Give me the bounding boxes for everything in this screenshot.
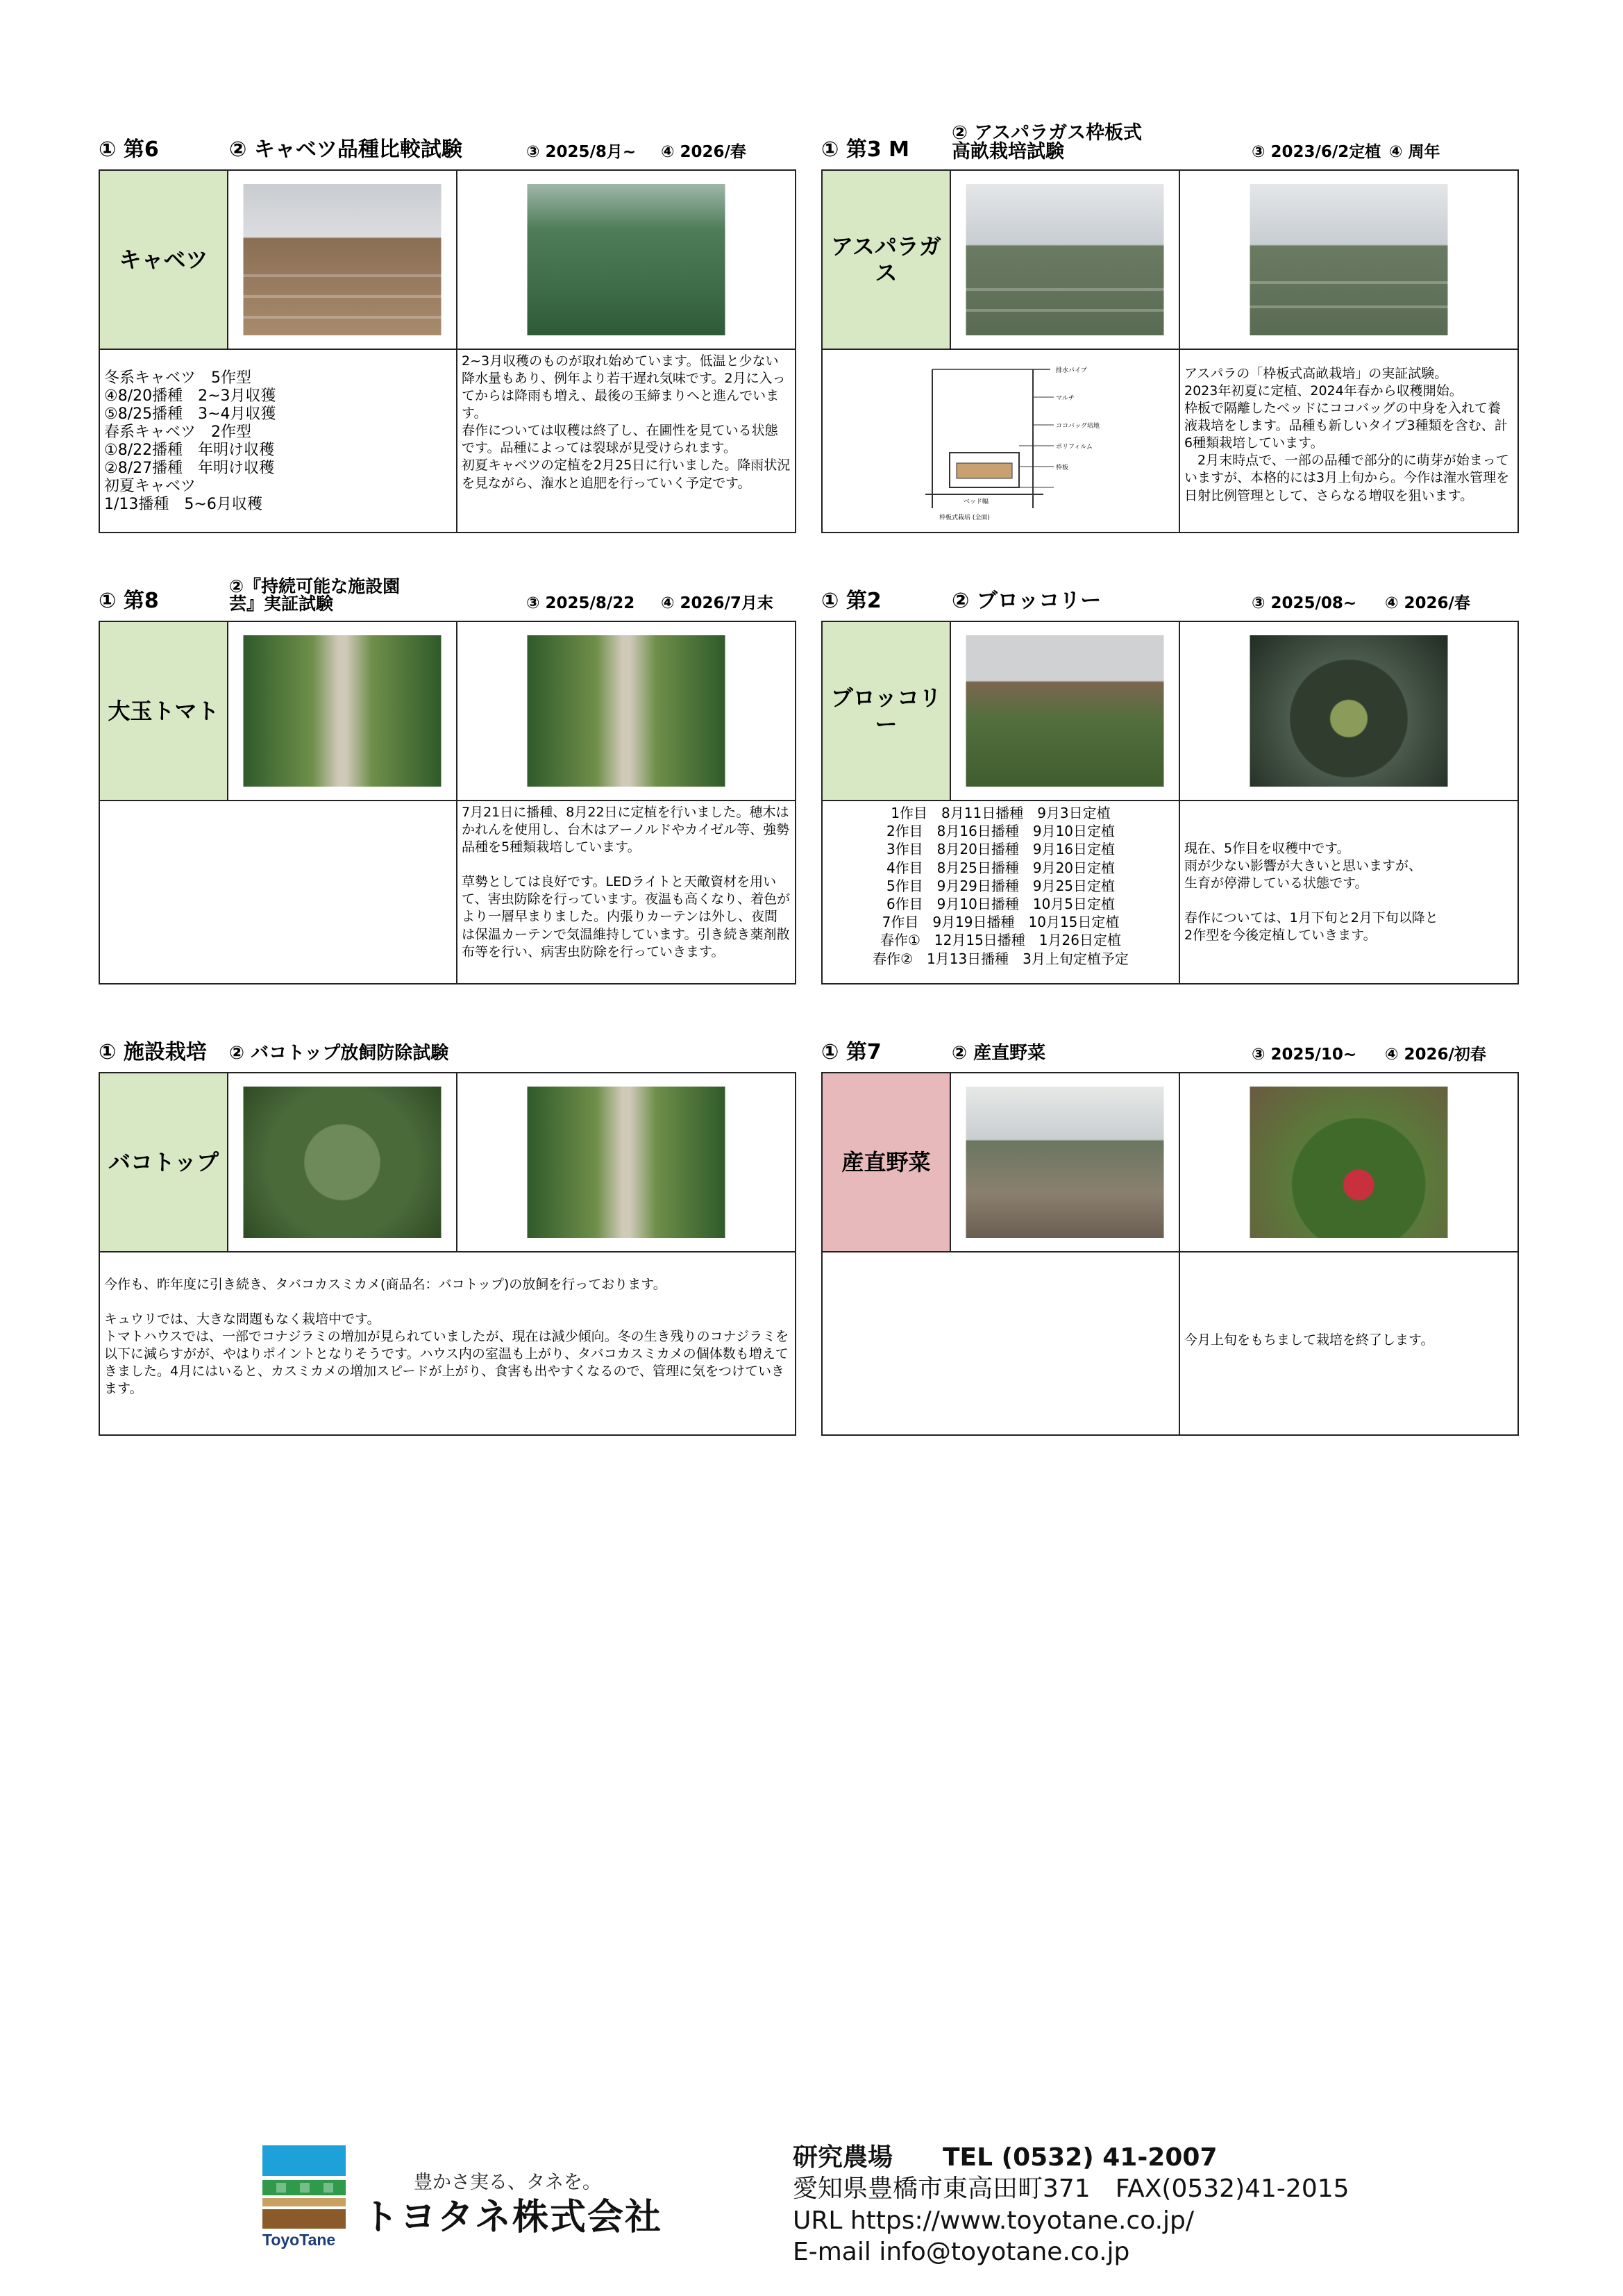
trial-title: ② 産直野菜: [952, 1043, 1046, 1064]
website-url: URL https://www.toyotane.co.jp/: [793, 2206, 1195, 2235]
greenhouse-photo-2: [1250, 184, 1448, 335]
trial-title: ② キャベツ品種比較試験: [229, 137, 462, 162]
tomato-photo-1: [244, 635, 442, 787]
trial-title: ② ブロッコリー: [952, 589, 1102, 613]
trial-title: ②『持続可能な施設園 芸』実証試験: [229, 576, 401, 614]
contact-block: [793, 2142, 1349, 2268]
company-tagline: 豊かさ実る、タネを。: [414, 2172, 601, 2193]
period-start: ③ 2023/6/2定植: [1252, 142, 1381, 161]
field-number: ① 第3 M: [821, 137, 910, 162]
farm-phone: 研究農場 TEL (0532) 41-2007: [793, 2143, 1218, 2172]
greenhouse-crop-photo: [528, 1087, 725, 1238]
diagram-label: ココバッグ培地: [1056, 423, 1100, 430]
crop-label: バコトップ: [100, 1073, 228, 1251]
crop-label: 大玉トマト: [100, 622, 228, 800]
logo-wordmark: ToyoTane: [262, 2231, 336, 2249]
status-report: アスパラの「枠板式高畝栽培」の実証試験。 2023年初夏に定植、2024年春から収穫開始。 枠板で隔離したベッドにココバッグの中身を入れて養液栽培をします。品種も新しいタイプ3種類を含む、計6種類栽培しています。 2月末時点で、一部の品種で部分的に萌芽が始まっていますが、本格的には3月上旬から。今作は潅水管理を日射比例管理として、さらなる増収を狙います。: [1184, 366, 1510, 503]
radish-photo: [1250, 1087, 1448, 1238]
diagram-label: 排水パイプ: [1056, 367, 1087, 374]
card-header: [99, 576, 796, 618]
sowing-schedule: 冬系キャベツ 5作型 ④8/20播種 2~3月収獲 ⑤8/25播種 3~4月収獲 春系キャベツ 2作型 ①8/22播種 年明け収穫 ②8/27播種 年明け収穫 初夏キャベツ 1/13播種 5~6月収穫: [104, 369, 276, 513]
card-header: [821, 122, 1519, 167]
bed-cross-section-diagram: [828, 355, 1174, 525]
period-end: ④ 2026/初春: [1385, 1045, 1486, 1064]
field-number: ① 第6: [99, 137, 159, 162]
diagram-label: ベッド幅: [964, 498, 989, 505]
card-table: [99, 169, 796, 533]
diagram-label: 枠板: [1056, 464, 1069, 471]
period-start: ③ 2025/8/22: [526, 594, 635, 612]
vegetable-greenhouse-photo: [966, 1087, 1164, 1238]
card-table: [99, 621, 796, 984]
status-report: 今月上旬をもちまして栽培を終了します。: [1184, 1332, 1434, 1348]
period-end: ④ 2026/7月末: [661, 594, 773, 612]
field-photo-2: [528, 184, 725, 335]
broccoli-field-photo: [966, 635, 1164, 787]
card-table: [821, 1072, 1519, 1436]
empty-cell: [100, 801, 457, 983]
card-header: [821, 576, 1519, 618]
card-header: [821, 1028, 1519, 1069]
toyotane-logo-icon: [262, 2145, 346, 2229]
status-report: 今作も、昨年度に引き続き、タバコカスミカメ(商品名：バコトップ)の放飼を行っております。 キュウリでは、大きな問題もなく栽培中です。 トマトハウスでは、一部でコナジラミの増加が見られていましたが、現在は減少傾向。冬の生き残りのコナジラミを以下に減らすがが、やはりポイントとなりそうです。ハウス内の室温も上がり、タバコカスミカメの個体数も増えてきました。4月にはいると、カスミカメの増加スピードが上がり、食害も出やすくなるので、管理に気をつけていきます。: [104, 1277, 789, 1397]
period-end: ④ 2026/春: [1385, 594, 1470, 612]
tomato-photo-2: [528, 635, 725, 787]
card-table: [821, 621, 1519, 984]
crop-label: ブロッコリー: [823, 622, 951, 800]
diagram-caption: 枠板式栽培 (全面): [939, 514, 990, 521]
empty-cell: [823, 1252, 1180, 1434]
email-address: E-mail info@toyotane.co.jp: [793, 2238, 1130, 2267]
trial-title: ② バコトップ放飼防除試験: [229, 1043, 449, 1064]
period-start: ③ 2025/8月~: [526, 142, 637, 161]
field-number: ① 施設栽培: [99, 1040, 207, 1064]
leaf-photo: [244, 1087, 442, 1238]
broccoli-closeup-photo: [1250, 635, 1448, 787]
field-photo-1: [244, 184, 442, 335]
status-report: 現在、5作目を収穫中です。 雨が少ない影響が大きいと思いますが、 生育が停滞している状態です。 春作については、1月下旬と2月下旬以降と 2作型を今後定植していきます。: [1184, 841, 1438, 944]
address-fax: 愛知県豊橋市東高田町371 FAX(0532)41-2015: [793, 2175, 1349, 2204]
field-number: ① 第2: [821, 589, 882, 613]
trial-title: ② アスパラガス枠板式 高畝栽培試験: [952, 122, 1143, 162]
crop-label: 産直野菜: [823, 1073, 951, 1251]
greenhouse-photo-1: [966, 184, 1164, 335]
period-start: ③ 2025/08~: [1252, 594, 1357, 612]
field-number: ① 第8: [99, 589, 159, 613]
field-number: ① 第7: [821, 1040, 882, 1064]
card-header: [99, 125, 796, 167]
crop-label: キャベツ: [100, 171, 228, 349]
card-table: [821, 169, 1519, 533]
diagram-label: ポリフィルム: [1056, 444, 1093, 451]
company-name: トヨタネ株式会社: [362, 2197, 663, 2238]
status-report: 2~3月収穫のものが取れ始めています。低温と少ない降水量もあり、例年より若干遅れ気味です。2月に入ってからは降雨も増え、最後の玉締まりへと進んでいます。 春作については収穫は終了し、在圃性を見ている状態です。品種によっては裂球が見受けられます。 初夏キャベツの定植を2月25日に行いました。降雨状況を見ながら、潅水と追肥を行っていく予定です。: [462, 353, 791, 491]
card-header: [99, 1028, 796, 1069]
crop-label: アスパラガス: [823, 171, 951, 349]
period-end: ④ 周年: [1389, 142, 1440, 161]
period-end: ④ 2026/春: [661, 142, 746, 161]
status-report: 7月21日に播種、8月22日に定植を行いました。穂木はかれんを使用し、台木はアーノルドやカイゼル等、強勢品種を5種類栽培しています。 草勢としては良好です。LEDライトと天敵資材を用いて、害虫防除を行っています。夜温も高くなり、着色がより一層早まりました。内張りカーテンは外し、夜間は保温カーテンで気温維持しています。引き続き薬剤散布等を行い、病害虫防除を行っていきます。: [462, 805, 791, 960]
card-table: [99, 1072, 796, 1436]
period-start: ③ 2025/10~: [1252, 1045, 1357, 1064]
diagram-label: マルチ: [1056, 395, 1075, 402]
sowing-schedule: 1作目 8月11日播種 9月3日定植 2作目 8月16日播種 9月10日定植 3作目 8月20日播種 9月16日定植 4作目 8月25日播種 9月20日定植 5作目 9月29日播種 9月25日定植 6作目 9月10日播種 10月5日定植 7作目 9月19日播種 10月15日定植 春作① 12月15日播種 1月26日定植 春作② 1月13日播種 3月上旬定植予定: [873, 805, 1129, 967]
